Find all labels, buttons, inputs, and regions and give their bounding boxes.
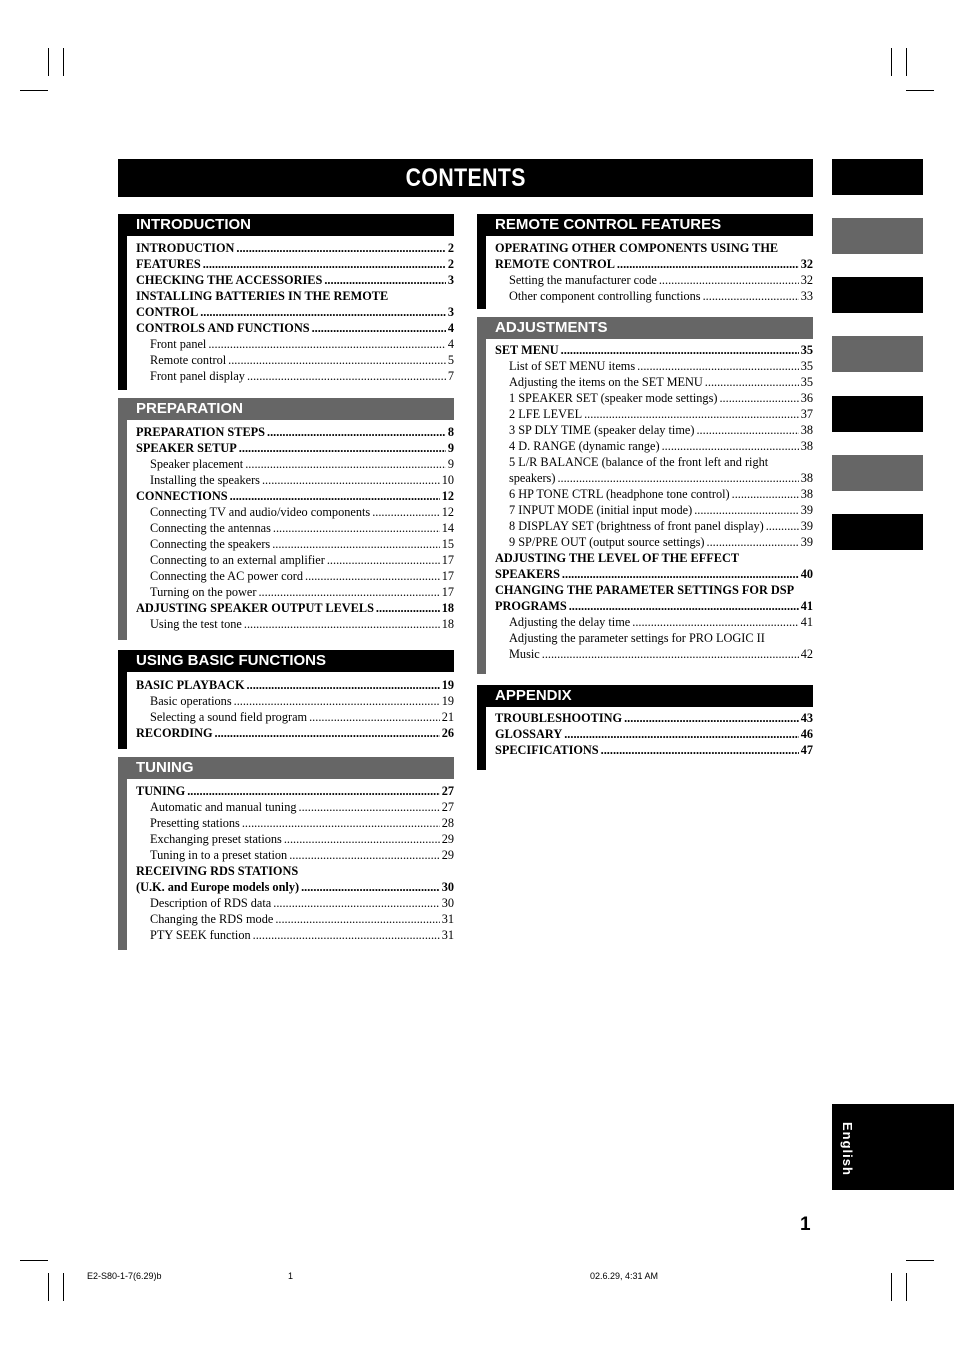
- toc-entry: [495, 256, 813, 272]
- toc-entry: [136, 600, 454, 616]
- toc-entry-label: Adjusting the delay time: [509, 615, 631, 629]
- toc-entry: [136, 863, 454, 879]
- toc-entry-label: Front panel: [150, 337, 207, 351]
- leader-dots: [564, 726, 798, 742]
- toc-entry-label: Installing the speakers: [150, 473, 260, 487]
- leader-dots: [215, 725, 440, 741]
- toc-entry-label: RECORDING: [136, 726, 213, 740]
- leader-dots: [542, 646, 799, 662]
- crop-mark: [891, 1273, 892, 1301]
- section-bar: [118, 420, 127, 640]
- leader-dots: [309, 709, 440, 725]
- toc-entry-page: 21: [441, 710, 454, 724]
- toc-entry: [136, 304, 454, 320]
- toc-entry-label: Connecting to an external amplifier: [150, 553, 325, 567]
- toc-entry: [495, 470, 813, 486]
- leader-dots: [253, 927, 440, 943]
- toc-entry-page: 36: [800, 391, 813, 405]
- toc-entry-label: 8 DISPLAY SET (brightness of front panel display): [509, 519, 764, 533]
- toc-entry-label: Basic operations: [150, 694, 232, 708]
- footer-center: 1: [288, 1271, 294, 1281]
- toc-entry-page: 42: [800, 647, 813, 661]
- toc-entry-page: 4: [447, 321, 454, 335]
- toc-entry-page: 38: [800, 439, 813, 453]
- leader-dots: [694, 502, 799, 518]
- toc-entry: [495, 272, 813, 288]
- toc-entry: [136, 256, 454, 272]
- toc-entry: [136, 240, 454, 256]
- leader-dots: [245, 456, 446, 472]
- toc-entry-label: PROGRAMS: [495, 599, 567, 613]
- toc-entry-label: Music: [509, 647, 540, 661]
- footer-left: E2-S80-1-7(6.29)b: [87, 1271, 162, 1281]
- toc-entry: [495, 342, 813, 358]
- toc-entry-page: 3: [447, 305, 454, 319]
- toc-entry-page: 43: [800, 711, 813, 725]
- section-remote-control: [477, 214, 813, 309]
- toc-entry-page: 38: [800, 471, 813, 485]
- toc-entry-page: 7: [447, 369, 454, 383]
- toc-entry-page: 29: [441, 832, 454, 846]
- toc-entry-label: ADJUSTING SPEAKER OUTPUT LEVELS: [136, 601, 374, 615]
- toc-entry-label: Turning on the power: [150, 585, 257, 599]
- section-bar: [118, 672, 127, 749]
- toc-entry-page: 35: [800, 359, 813, 373]
- section-tab: [832, 455, 923, 491]
- toc-entry-label: Adjusting the parameter settings for PRO LOGIC II: [509, 631, 765, 645]
- leader-dots: [200, 304, 446, 320]
- toc-entry: [495, 438, 813, 454]
- toc-entry: [495, 518, 813, 534]
- toc-entry: [136, 488, 454, 504]
- crop-mark: [906, 1273, 907, 1301]
- toc-entry-page: 9: [447, 441, 454, 455]
- section-tab: [832, 336, 923, 372]
- toc-entry-page: 27: [441, 800, 454, 814]
- toc-entry: [495, 742, 813, 758]
- section-tab: [832, 514, 923, 550]
- section-bar: [477, 236, 486, 309]
- toc-entry-label: Tuning in to a preset station: [150, 848, 288, 862]
- crop-mark: [48, 1273, 49, 1301]
- leader-dots: [273, 895, 439, 911]
- toc-entry-label: FEATURES: [136, 257, 201, 271]
- section-bar: [118, 779, 127, 950]
- toc-entry: [495, 454, 813, 470]
- toc-entry-page: 35: [800, 343, 813, 357]
- leader-dots: [230, 488, 440, 504]
- leader-dots: [703, 288, 799, 304]
- toc-entry-label: TROUBLESHOOTING: [495, 711, 623, 725]
- section-bar: [118, 236, 127, 390]
- toc-entry-page: 32: [800, 257, 813, 271]
- toc-entry-page: 12: [441, 489, 454, 503]
- crop-mark: [891, 48, 892, 76]
- section-heading: APPENDIX: [477, 685, 813, 707]
- crop-mark: [48, 48, 49, 76]
- toc-entry-label: Selecting a sound field program: [150, 710, 308, 724]
- leader-dots: [247, 368, 446, 384]
- toc-entry-label: 4 D. RANGE (dynamic range): [509, 439, 660, 453]
- toc-entry-page: 41: [800, 615, 813, 629]
- leader-dots: [327, 552, 440, 568]
- toc-entry-page: 41: [800, 599, 813, 613]
- toc-entry-label: Automatic and manual tuning: [150, 800, 297, 814]
- toc-entry-label: speakers): [509, 471, 556, 485]
- toc-entry: [136, 520, 454, 536]
- toc-entry-label: Exchanging preset stations: [150, 832, 282, 846]
- toc-entry-page: 17: [441, 553, 454, 567]
- toc-entry-label: REMOTE CONTROL: [495, 257, 615, 271]
- toc-entry: [136, 799, 454, 815]
- toc-entry: [495, 726, 813, 742]
- section-heading: USING BASIC FUNCTIONS: [118, 650, 454, 672]
- toc-entry: [495, 358, 813, 374]
- toc-entry: [136, 815, 454, 831]
- toc-entry-label: Connecting the antennas: [150, 521, 271, 535]
- toc-entry: [136, 584, 454, 600]
- toc-entry: [495, 288, 813, 304]
- toc-entry-label: Front panel display: [150, 369, 245, 383]
- toc-entry: [136, 693, 454, 709]
- toc-entry: [495, 710, 813, 726]
- toc-entry-label: Setting the manufacturer code: [509, 273, 657, 287]
- leader-dots: [305, 568, 440, 584]
- toc-entry-label: TUNING: [136, 784, 186, 798]
- toc-entry-label: Description of RDS data: [150, 896, 272, 910]
- toc-entry: [136, 440, 454, 456]
- leader-dots: [324, 272, 446, 288]
- section-heading: INTRODUCTION: [118, 214, 454, 236]
- toc-entry-page: 39: [800, 535, 813, 549]
- toc-entry-page: 5: [447, 353, 454, 367]
- toc-entry: [136, 536, 454, 552]
- toc-entry: [136, 472, 454, 488]
- toc-entry-label: 6 HP TONE CTRL (headphone tone control): [509, 487, 730, 501]
- toc-entry-page: 4: [447, 337, 454, 351]
- leader-dots: [262, 472, 440, 488]
- toc-entry-page: 18: [441, 617, 454, 631]
- leader-dots: [569, 598, 799, 614]
- toc-entry-page: 17: [441, 585, 454, 599]
- toc-entry-label: INSTALLING BATTERIES IN THE REMOTE: [136, 289, 389, 303]
- leader-dots: [766, 518, 799, 534]
- toc-entry-label: CHECKING THE ACCESSORIES: [136, 273, 323, 287]
- toc-entry: [495, 582, 813, 598]
- toc-entry: [136, 368, 454, 384]
- toc-entry-page: 33: [800, 289, 813, 303]
- leader-dots: [273, 520, 440, 536]
- toc-entry-page: 35: [800, 375, 813, 389]
- toc-entry: [136, 320, 454, 336]
- leader-dots: [228, 352, 446, 368]
- toc-entry-label: Adjusting the items on the SET MENU: [509, 375, 703, 389]
- leader-dots: [637, 358, 799, 374]
- section-adjustments: [477, 317, 813, 674]
- toc-entry-page: 28: [441, 816, 454, 830]
- toc-entry: [495, 502, 813, 518]
- section-appendix: [477, 685, 813, 770]
- leader-dots: [267, 424, 446, 440]
- leader-dots: [562, 566, 799, 582]
- leader-dots: [312, 320, 446, 336]
- toc-entry: [495, 614, 813, 630]
- toc-entry-label: CHANGING THE PARAMETER SETTINGS FOR DSP: [495, 583, 795, 597]
- leader-dots: [289, 847, 440, 863]
- toc-entry-page: 32: [800, 273, 813, 287]
- crop-mark: [20, 1260, 48, 1261]
- toc-entry-page: 18: [441, 601, 454, 615]
- toc-entry: [136, 709, 454, 725]
- toc-entry: [495, 486, 813, 502]
- crop-mark: [20, 90, 48, 91]
- leader-dots: [234, 693, 440, 709]
- toc-entry-label: Using the test tone: [150, 617, 242, 631]
- toc-entry-label: CONTROL: [136, 305, 199, 319]
- toc-entry-page: 19: [441, 694, 454, 708]
- toc-entry-label: INTRODUCTION: [136, 241, 235, 255]
- section-heading: TUNING: [118, 757, 454, 779]
- leader-dots: [662, 438, 799, 454]
- leader-dots: [719, 390, 798, 406]
- leader-dots: [299, 799, 440, 815]
- page-number: 1: [800, 1214, 811, 1235]
- toc-entry: [495, 566, 813, 582]
- toc-entry-page: 38: [800, 423, 813, 437]
- leader-dots: [705, 374, 799, 390]
- toc-entry: [495, 406, 813, 422]
- leader-dots: [632, 614, 798, 630]
- toc-entry-label: SPECIFICATIONS: [495, 743, 599, 757]
- leader-dots: [242, 815, 440, 831]
- toc-entry-label: 7 INPUT MODE (initial input mode): [509, 503, 693, 517]
- toc-entry-label: 5 L/R BALANCE (balance of the front left and right: [509, 455, 769, 469]
- toc-entry-label: CONNECTIONS: [136, 489, 228, 503]
- footer-right: 02.6.29, 4:31 AM: [590, 1271, 659, 1281]
- toc-entry-page: 10: [441, 473, 454, 487]
- section-tab: [832, 277, 923, 313]
- crop-mark: [906, 90, 934, 91]
- leader-dots: [208, 336, 445, 352]
- toc-entry: [136, 456, 454, 472]
- section-basic-functions: [118, 650, 454, 749]
- page-title: CONTENTS: [118, 159, 813, 197]
- leader-dots: [659, 272, 799, 288]
- toc-entry-page: 26: [441, 726, 454, 740]
- toc-entry: [495, 390, 813, 406]
- toc-entry: [136, 552, 454, 568]
- leader-dots: [584, 406, 799, 422]
- leader-dots: [258, 584, 439, 600]
- toc-entry-label: PTY SEEK function: [150, 928, 251, 942]
- toc-entry-page: 12: [441, 505, 454, 519]
- toc-entry: [495, 374, 813, 390]
- leader-dots: [624, 710, 799, 726]
- toc-entry: [495, 422, 813, 438]
- leader-dots: [707, 534, 799, 550]
- leader-dots: [561, 342, 799, 358]
- leader-dots: [236, 240, 445, 256]
- toc-entry: [136, 831, 454, 847]
- toc-entry-page: 2: [447, 257, 454, 271]
- leader-dots: [284, 831, 440, 847]
- toc-entry-label: SPEAKERS: [495, 567, 560, 581]
- crop-mark: [906, 1260, 934, 1261]
- toc-entry-page: 29: [441, 848, 454, 862]
- toc-entry-page: 30: [441, 880, 454, 894]
- toc-entry: [136, 879, 454, 895]
- section-tab: [832, 159, 923, 195]
- section-tab: [832, 218, 923, 254]
- section-introduction: [118, 214, 454, 390]
- toc-entry-label: Changing the RDS mode: [150, 912, 274, 926]
- leader-dots: [732, 486, 799, 502]
- toc-entry: [136, 272, 454, 288]
- toc-entry-page: 8: [447, 425, 454, 439]
- crop-mark: [63, 48, 64, 76]
- toc-entry-label: BASIC PLAYBACK: [136, 678, 245, 692]
- toc-entry-label: CONTROLS AND FUNCTIONS: [136, 321, 310, 335]
- toc-entry: [136, 616, 454, 632]
- toc-entry-page: 27: [441, 784, 454, 798]
- toc-entry-label: Speaker placement: [150, 457, 244, 471]
- leader-dots: [272, 536, 440, 552]
- toc-entry: [136, 336, 454, 352]
- toc-entry-label: 2 LFE LEVEL: [509, 407, 583, 421]
- toc-entry-label: List of SET MENU items: [509, 359, 636, 373]
- toc-entry-page: 31: [441, 928, 454, 942]
- toc-entry-page: 19: [441, 678, 454, 692]
- toc-entry: [136, 424, 454, 440]
- toc-entry-page: 40: [800, 567, 813, 581]
- toc-entry-page: 30: [441, 896, 454, 910]
- leader-dots: [372, 504, 440, 520]
- toc-entry-page: 39: [800, 519, 813, 533]
- leader-dots: [244, 616, 440, 632]
- toc-entry: [495, 534, 813, 550]
- section-tuning: [118, 757, 454, 950]
- section-heading: PREPARATION: [118, 398, 454, 420]
- leader-dots: [187, 783, 440, 799]
- toc-entry: [136, 677, 454, 693]
- toc-entry-label: GLOSSARY: [495, 727, 563, 741]
- crop-mark: [906, 48, 907, 76]
- toc-entry-label: PREPARATION STEPS: [136, 425, 266, 439]
- toc-entry-label: 1 SPEAKER SET (speaker mode settings): [509, 391, 718, 405]
- language-tab: English: [832, 1104, 954, 1190]
- toc-entry-page: 15: [441, 537, 454, 551]
- toc-entry: [495, 646, 813, 662]
- toc-entry-label: (U.K. and Europe models only): [136, 880, 300, 894]
- toc-entry: [136, 504, 454, 520]
- toc-entry-label: Connecting the AC power cord: [150, 569, 303, 583]
- leader-dots: [275, 911, 439, 927]
- section-tab: [832, 396, 923, 432]
- toc-entry: [495, 240, 813, 256]
- leader-dots: [203, 256, 446, 272]
- leader-dots: [557, 470, 798, 486]
- toc-entry-page: 47: [800, 743, 813, 757]
- toc-entry: [495, 630, 813, 646]
- toc-entry-page: 14: [441, 521, 454, 535]
- section-heading: ADJUSTMENTS: [477, 317, 813, 339]
- toc-entry-page: 3: [447, 273, 454, 287]
- section-heading: REMOTE CONTROL FEATURES: [477, 214, 813, 236]
- toc-entry: [136, 927, 454, 943]
- toc-entry-page: 46: [800, 727, 813, 741]
- leader-dots: [617, 256, 799, 272]
- toc-entry-page: 2: [447, 241, 454, 255]
- toc-entry-page: 31: [441, 912, 454, 926]
- leader-dots: [247, 677, 440, 693]
- toc-entry: [495, 550, 813, 566]
- toc-entry: [136, 783, 454, 799]
- toc-entry-page: 9: [447, 457, 454, 471]
- leader-dots: [301, 879, 440, 895]
- toc-entry-label: SPEAKER SETUP: [136, 441, 237, 455]
- toc-entry-label: Remote control: [150, 353, 227, 367]
- toc-entry-label: Presetting stations: [150, 816, 240, 830]
- toc-entry-page: 17: [441, 569, 454, 583]
- toc-entry: [136, 895, 454, 911]
- section-bar: [477, 707, 486, 770]
- toc-entry-label: Connecting TV and audio/video components: [150, 505, 371, 519]
- leader-dots: [239, 440, 446, 456]
- toc-entry-page: 38: [800, 487, 813, 501]
- toc-entry-page: 39: [800, 503, 813, 517]
- toc-entry: [136, 568, 454, 584]
- toc-entry: [495, 598, 813, 614]
- toc-entry-label: 3 SP DLY TIME (speaker delay time): [509, 423, 695, 437]
- toc-entry-label: OPERATING OTHER COMPONENTS USING THE: [495, 241, 779, 255]
- section-bar: [477, 339, 486, 674]
- toc-entry-label: Other component controlling functions: [509, 289, 701, 303]
- crop-mark: [63, 1273, 64, 1301]
- leader-dots: [376, 600, 440, 616]
- toc-entry-label: Connecting the speakers: [150, 537, 271, 551]
- toc-entry: [136, 352, 454, 368]
- toc-entry-label: RECEIVING RDS STATIONS: [136, 864, 299, 878]
- toc-entry: [136, 911, 454, 927]
- toc-entry-label: 9 SP/PRE OUT (output source settings): [509, 535, 705, 549]
- section-preparation: [118, 398, 454, 640]
- toc-entry-label: ADJUSTING THE LEVEL OF THE EFFECT: [495, 551, 740, 565]
- leader-dots: [601, 742, 799, 758]
- toc-entry: [136, 725, 454, 741]
- toc-entry-page: 37: [800, 407, 813, 421]
- toc-entry-label: SET MENU: [495, 343, 559, 357]
- toc-entry: [136, 288, 454, 304]
- toc-entry: [136, 847, 454, 863]
- leader-dots: [696, 422, 798, 438]
